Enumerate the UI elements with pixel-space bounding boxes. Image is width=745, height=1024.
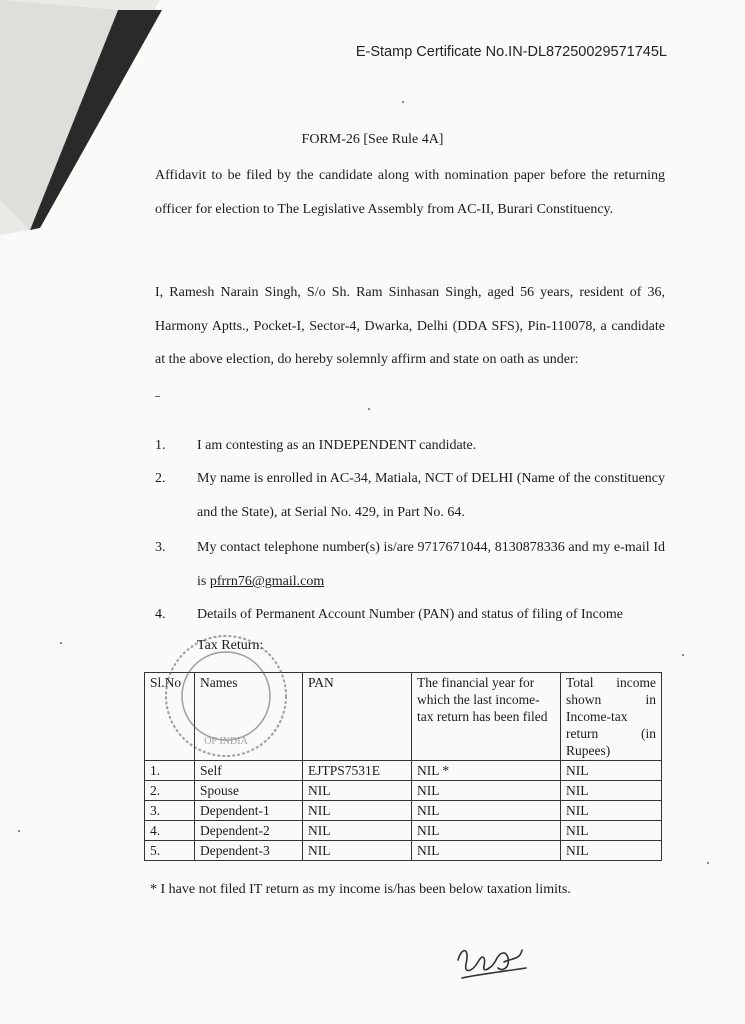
speck (402, 101, 404, 103)
column-header: The financial year for which the last income-tax return has been filed (412, 673, 561, 761)
item-text: My name is enrolled in AC-34, Matiala, NCT of DELHI (Name of the constituency and the State), at Serial No. 429, in Part No. 64. (197, 471, 665, 520)
table-cell: NIL (303, 841, 412, 861)
table-cell: 5. (145, 841, 195, 861)
item-text: Details of Permanent Account Number (PAN) and status of filing of Income (197, 607, 624, 622)
table-row (145, 761, 662, 781)
table-cell: Dependent-1 (195, 801, 303, 821)
table-cell: NIL (561, 841, 662, 861)
table-cell: NIL (561, 821, 662, 841)
folded-corner (0, 0, 170, 240)
speck (682, 654, 684, 656)
intro-paragraph: Affidavit to be filed by the candidate along with nomination paper before the returning officer for election to The Legislative Assembly from AC-II, Burari Constituency. (155, 168, 665, 217)
item-number: 1. (155, 438, 166, 453)
table-cell: NIL (303, 801, 412, 821)
estamp-certificate-number: E-Stamp Certificate No.IN-DL87250029571745L (355, 44, 667, 60)
signature-icon (452, 938, 532, 986)
speck (60, 642, 62, 644)
item-number: 2. (155, 471, 166, 486)
table-cell: 1. (145, 761, 195, 781)
table-cell: Spouse (195, 781, 303, 801)
item-number: 3. (155, 540, 166, 555)
speck (18, 830, 20, 832)
item-text: I am contesting as an INDEPENDENT candidate. (197, 438, 477, 453)
speck (368, 408, 370, 410)
column-header: Names (195, 673, 303, 761)
table-row (145, 821, 662, 841)
table-cell: NIL (412, 781, 561, 801)
table-row (145, 781, 662, 801)
seal-text: OF INDIA (204, 736, 248, 747)
table-subheading: Tax Return: (197, 638, 264, 653)
column-header: Sl.No (145, 673, 195, 761)
email-link[interactable]: pfrrn76@gmail.com (209, 574, 325, 589)
item-number: 4. (155, 607, 166, 622)
table-cell: EJTPS7531E (303, 761, 412, 781)
table-cell: NIL (303, 781, 412, 801)
table-cell: NIL (412, 821, 561, 841)
table-cell: NIL (561, 801, 662, 821)
table-cell: NIL (561, 761, 662, 781)
speck (155, 396, 160, 397)
table-cell: NIL (561, 781, 662, 801)
table-row (145, 841, 662, 861)
table-cell: Self (195, 761, 303, 781)
table-cell: NIL (412, 801, 561, 821)
table-cell: NIL * (412, 761, 561, 781)
footnote: * I have not filed IT return as my income is/has been below taxation limits. (150, 882, 571, 897)
notary-seal-icon (162, 632, 290, 760)
table-cell: 2. (145, 781, 195, 801)
declaration-paragraph: I, Ramesh Narain Singh, S/o Sh. Ram Sinhasan Singh, aged 56 years, resident of 36, Harmony Aptts., Pocket-I, Sector-4, Dwarka, Delhi (DDA SFS), Pin-110078, a candidate at the above election, do hereby solemnly affirm and state on oath as under: (155, 285, 665, 367)
table-cell: 3. (145, 801, 195, 821)
table-cell: NIL (412, 841, 561, 861)
table-cell: Dependent-2 (195, 821, 303, 841)
form-title: FORM-26 [See Rule 4A] (301, 132, 444, 147)
table-cell: Dependent-3 (195, 841, 303, 861)
column-header: PAN (303, 673, 412, 761)
table-cell: 4. (145, 821, 195, 841)
table-cell: NIL (303, 821, 412, 841)
column-header: Total income shown in Income-tax return (in Rupees) (561, 673, 662, 761)
item-text: My contact telephone number(s) is/are 9717671044, 8130878336 and my e-mail Id is pfrrn76@gmail.com (197, 540, 665, 589)
speck (707, 862, 709, 864)
table-row (145, 801, 662, 821)
